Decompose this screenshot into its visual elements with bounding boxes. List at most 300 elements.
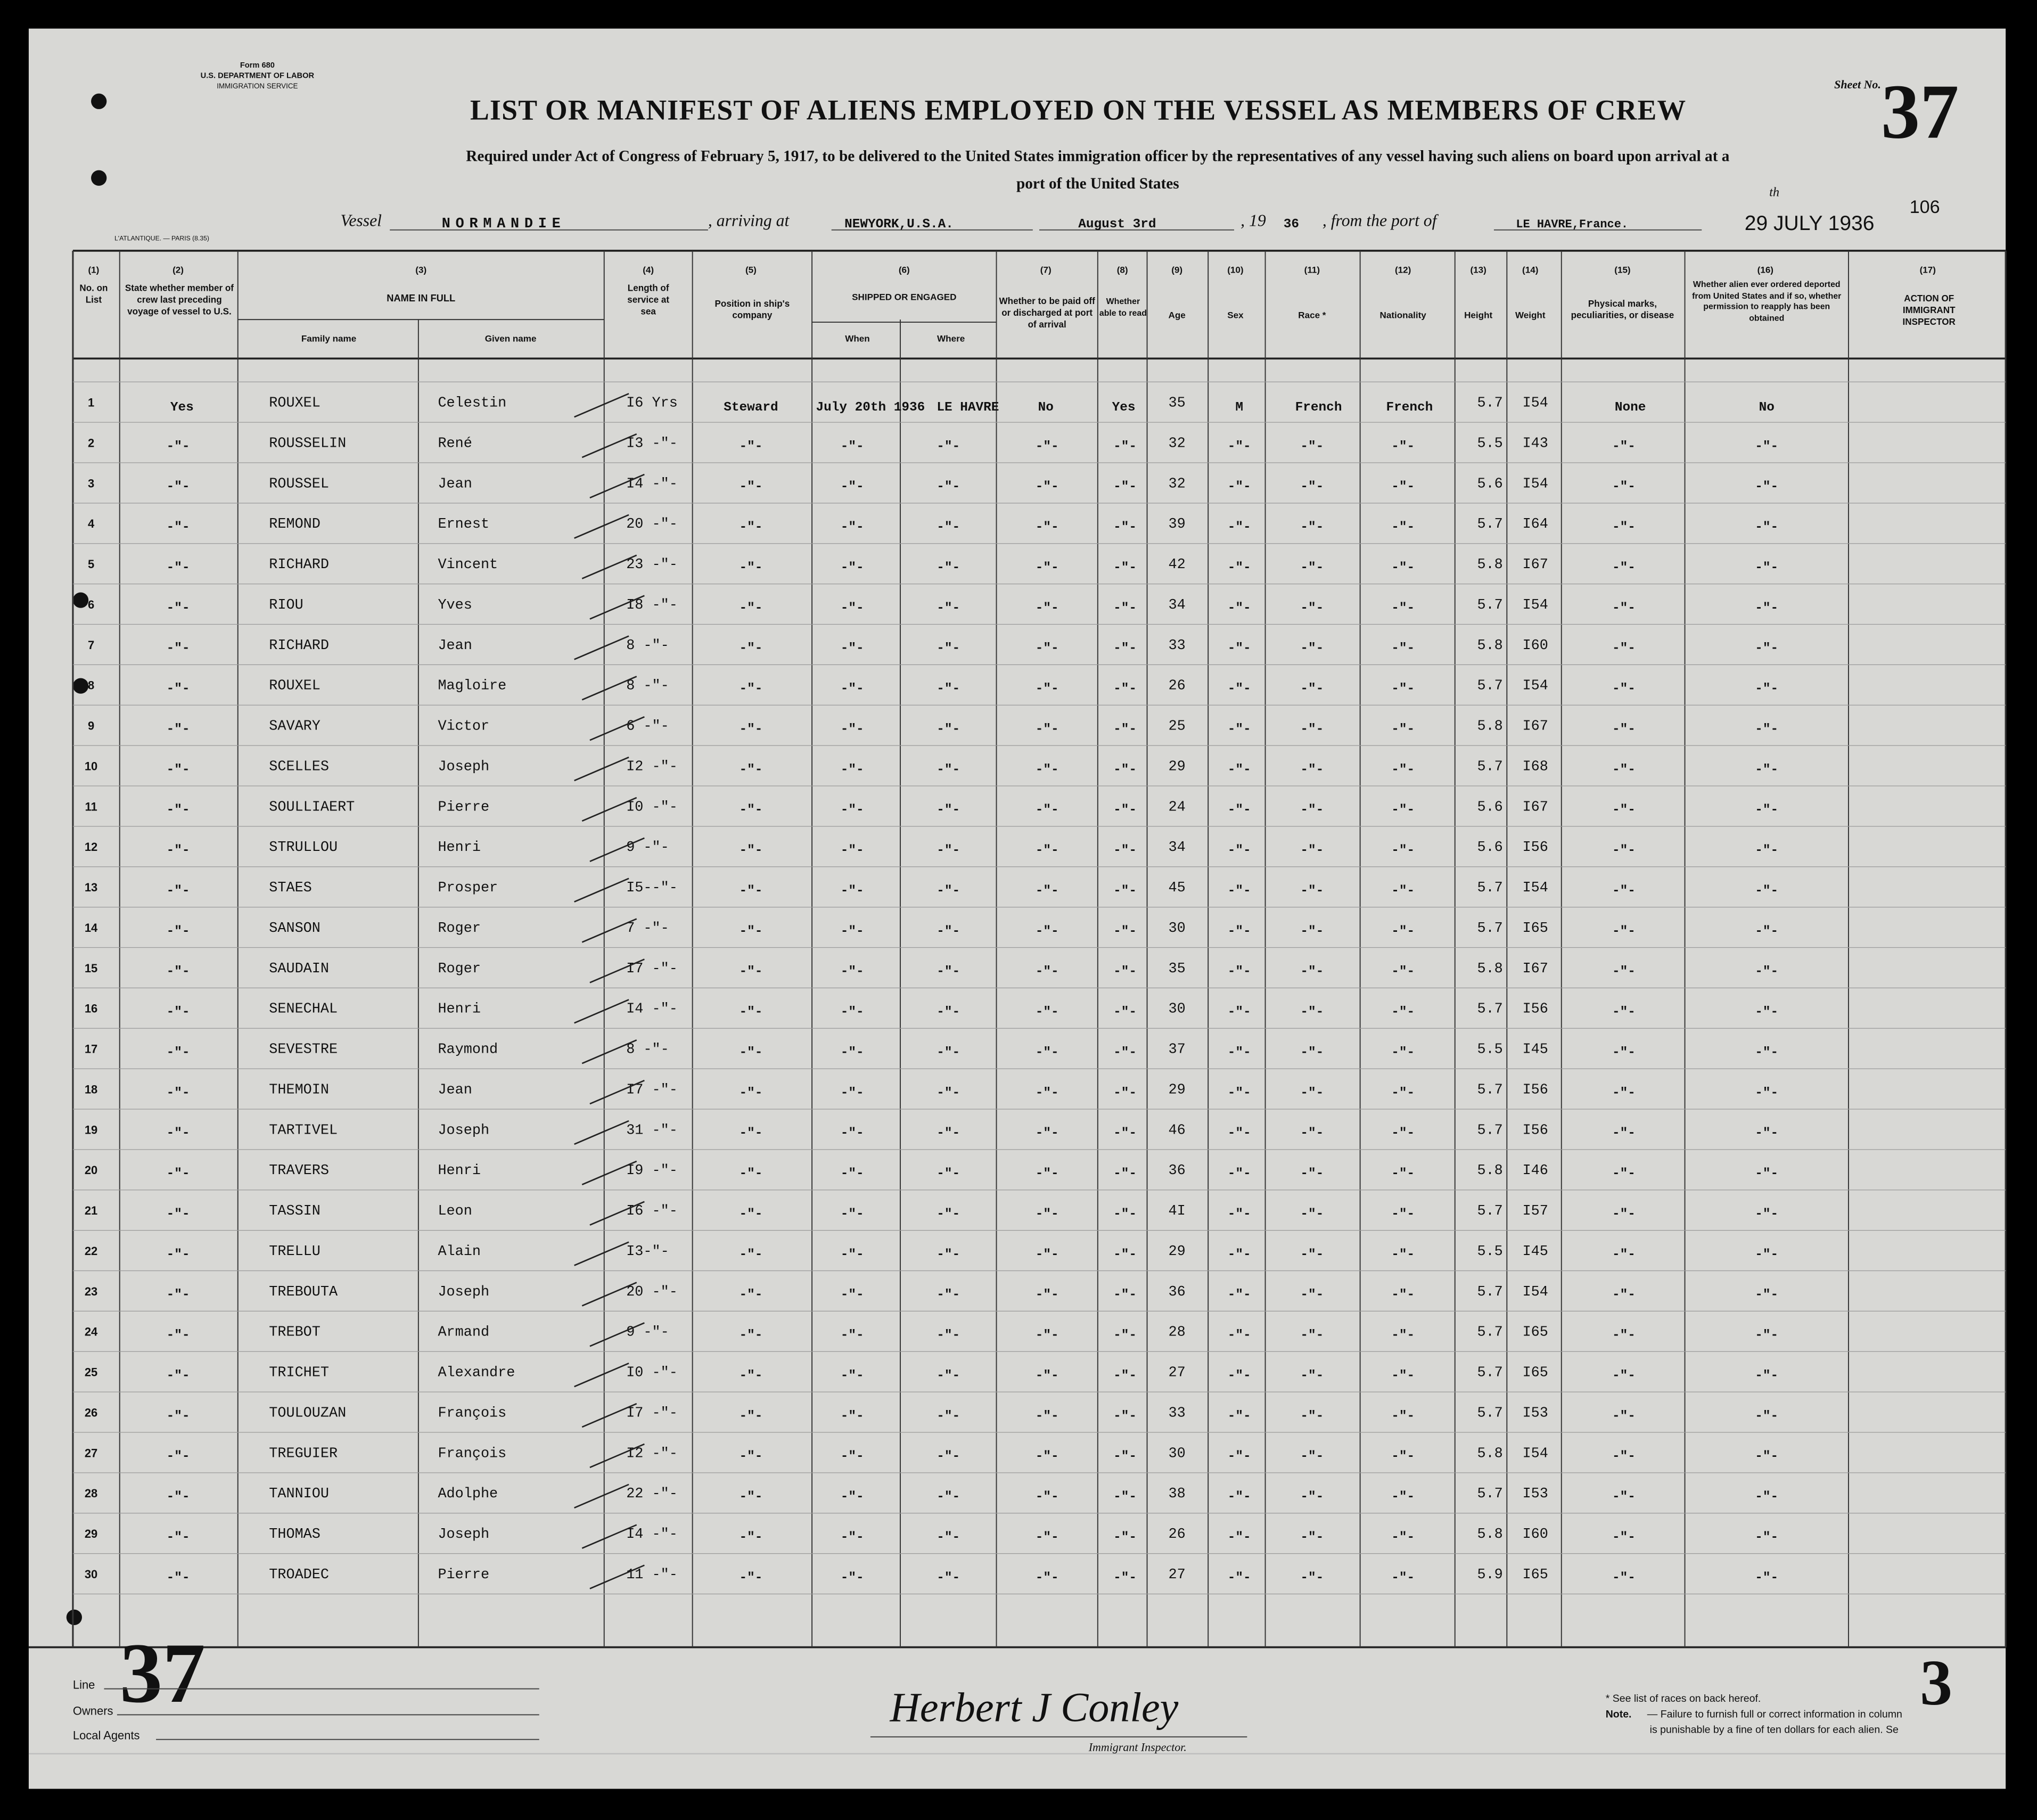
ditto-mark: -"- xyxy=(1612,763,1636,777)
weight: I67 xyxy=(1522,961,1548,977)
ditto-mark: -"- xyxy=(1113,1207,1137,1221)
given-name: Joseph xyxy=(438,1527,490,1543)
ditto-mark: -"- xyxy=(1612,1247,1636,1262)
ditto-mark: -"- xyxy=(1300,641,1324,656)
ditto-mark: -"- xyxy=(739,1005,763,1020)
length-of-service: I3 -"- xyxy=(626,436,678,452)
family-name: TROADEC xyxy=(269,1567,330,1583)
form-number: Form 680 xyxy=(240,61,275,70)
ditto-mark: -"- xyxy=(739,1328,763,1343)
ditto-mark: -"- xyxy=(1227,1288,1251,1302)
col12-num: (12) xyxy=(1394,265,1411,275)
ditto-mark: -"- xyxy=(1113,1045,1137,1060)
ditto-mark: -"- xyxy=(840,883,864,898)
ditto-mark: -"- xyxy=(1035,439,1059,454)
height: 5.7 xyxy=(1477,1001,1503,1018)
weight: I65 xyxy=(1522,920,1548,937)
col15-num: (15) xyxy=(1614,265,1631,275)
ditto-mark: -"- xyxy=(1612,641,1636,656)
ditto-mark: -"- xyxy=(1755,1005,1779,1020)
ditto-mark: -"- xyxy=(937,763,960,777)
age: 29 xyxy=(1168,1082,1186,1098)
ditto-mark: -"- xyxy=(1227,1126,1251,1141)
paid-off-no: No xyxy=(1038,400,1054,415)
weight: I65 xyxy=(1522,1365,1548,1381)
row-number: 29 xyxy=(84,1527,98,1541)
ditto-mark: -"- xyxy=(1227,1368,1251,1383)
col13-num: (13) xyxy=(1470,265,1486,275)
family-name: ROUXEL xyxy=(269,395,321,412)
ditto-mark: -"- xyxy=(1113,1409,1137,1424)
length-of-service: I0 -"- xyxy=(626,799,678,816)
weight: I54 xyxy=(1522,1284,1548,1300)
ditto-mark: -"- xyxy=(1035,1449,1059,1464)
age: 29 xyxy=(1168,759,1186,775)
ditto-mark: -"- xyxy=(1755,480,1779,495)
ditto-mark: -"- xyxy=(1755,682,1779,696)
ditto-mark: -"- xyxy=(1227,1045,1251,1060)
height: 5.7 xyxy=(1477,920,1503,937)
family-name: THOMAS xyxy=(269,1527,321,1543)
length-of-service: 9 -"- xyxy=(626,1324,669,1341)
ditto-mark: -"- xyxy=(1113,1328,1137,1343)
given-name: Magloire xyxy=(438,678,507,694)
ditto-mark: -"- xyxy=(1300,763,1324,777)
ditto-mark: -"- xyxy=(1755,763,1779,777)
weight: I60 xyxy=(1522,1527,1548,1543)
ditto-mark: -"- xyxy=(937,1490,960,1505)
weight: I54 xyxy=(1522,1446,1548,1462)
ditto-mark: -"- xyxy=(166,722,190,737)
ditto-mark: -"- xyxy=(1113,1368,1137,1383)
ditto-mark: -"- xyxy=(937,1288,960,1302)
ditto-mark: -"- xyxy=(1227,480,1251,495)
ditto-mark: -"- xyxy=(1227,601,1251,616)
ditto-mark: -"- xyxy=(840,1045,864,1060)
ditto-mark: -"- xyxy=(166,803,190,818)
form-title: LIST OR MANIFEST OF ALIENS EMPLOYED ON THE VESSEL AS MEMBERS OF CREW xyxy=(470,94,1687,126)
col7-label-box xyxy=(998,296,1096,348)
prev-voyage-yes: Yes xyxy=(170,400,194,415)
ditto-mark: -"- xyxy=(1391,1570,1415,1585)
ditto-mark: -"- xyxy=(739,480,763,495)
ditto-mark: -"- xyxy=(739,1530,763,1545)
height: 5.8 xyxy=(1477,1446,1503,1462)
ditto-mark: -"- xyxy=(840,1409,864,1424)
col5-num: (5) xyxy=(745,265,757,275)
ditto-mark: -"- xyxy=(166,1126,190,1141)
family-name: TREGUIER xyxy=(269,1446,338,1462)
ditto-mark: -"- xyxy=(937,1086,960,1101)
ditto-mark: -"- xyxy=(1391,1126,1415,1141)
note-line-2: is punishable by a fine of ten dollars for each alien. Se xyxy=(1649,1724,1899,1736)
ditto-mark: -"- xyxy=(1612,520,1636,535)
age: 30 xyxy=(1168,1446,1186,1462)
ditto-mark: -"- xyxy=(739,520,763,535)
ditto-mark: -"- xyxy=(937,924,960,939)
family-name: SAUDAIN xyxy=(269,961,330,977)
ditto-mark: -"- xyxy=(1391,520,1415,535)
ditto-mark: -"- xyxy=(1391,1490,1415,1505)
ditto-mark: -"- xyxy=(1391,1005,1415,1020)
ditto-mark: -"- xyxy=(739,1247,763,1262)
weight: I53 xyxy=(1522,1405,1548,1422)
ditto-mark: -"- xyxy=(1113,439,1137,454)
ditto-mark: -"- xyxy=(1612,964,1636,979)
col15-label: Physical marks, peculiarities, or disease xyxy=(1571,300,1674,321)
weight: I67 xyxy=(1522,718,1548,735)
col13-label: Height xyxy=(1464,310,1493,321)
age: 35 xyxy=(1168,395,1186,412)
ditto-mark: -"- xyxy=(166,1490,190,1505)
ditto-mark: -"- xyxy=(1113,641,1137,656)
weight: I54 xyxy=(1522,597,1548,613)
ditto-mark: -"- xyxy=(937,964,960,979)
length-of-service: I4 -"- xyxy=(626,1001,678,1018)
col2-label: State whether member of crew last preceding voyage of vessel to U.S. xyxy=(125,284,234,317)
col17-label: ACTION OF IMMIGRANT INSPECTOR xyxy=(1902,294,1956,327)
given-name: Yves xyxy=(438,597,472,613)
ditto-mark: -"- xyxy=(1612,1409,1636,1424)
ditto-mark: -"- xyxy=(1612,1490,1636,1505)
local-agents-label: Local Agents xyxy=(72,1728,140,1742)
col7-num: (7) xyxy=(1040,265,1052,275)
height: 5.7 xyxy=(1477,1405,1503,1422)
length-of-service: 23 -"- xyxy=(626,557,678,573)
ditto-mark: -"- xyxy=(1391,480,1415,495)
length-of-service: I7 -"- xyxy=(626,961,678,977)
ditto-mark: -"- xyxy=(937,883,960,898)
ditto-mark: -"- xyxy=(937,1570,960,1585)
weight: I65 xyxy=(1522,1567,1548,1583)
length-of-service: 8 -"- xyxy=(626,1042,669,1058)
length-of-service: 9 -"- xyxy=(626,840,669,856)
ditto-mark: -"- xyxy=(1391,1086,1415,1101)
ditto-mark: -"- xyxy=(1035,883,1059,898)
ditto-mark: -"- xyxy=(166,1570,190,1585)
ditto-mark: -"- xyxy=(166,1247,190,1262)
ditto-mark: -"- xyxy=(166,1045,190,1060)
height: 5.7 xyxy=(1477,678,1503,694)
row-number: 24 xyxy=(84,1325,98,1339)
ditto-mark: -"- xyxy=(937,1167,960,1182)
ditto-mark: -"- xyxy=(1391,763,1415,777)
ditto-mark: -"- xyxy=(1300,1207,1324,1221)
height: 5.7 xyxy=(1477,517,1503,533)
ditto-mark: -"- xyxy=(1391,1328,1415,1343)
ditto-mark: -"- xyxy=(937,803,960,818)
col4-label: Length of service at sea xyxy=(627,284,670,317)
row-number: 2 xyxy=(87,436,95,450)
col6-when: When xyxy=(845,333,870,344)
height: 5.8 xyxy=(1477,1527,1503,1543)
ditto-mark: -"- xyxy=(1035,1045,1059,1060)
ditto-mark: -"- xyxy=(166,520,190,535)
ditto-mark: -"- xyxy=(739,1207,763,1221)
given-name: Henri xyxy=(438,1001,481,1018)
ditto-mark: -"- xyxy=(1300,803,1324,818)
length-of-service: 8 -"- xyxy=(626,678,669,694)
footer-big-number-left: 37 xyxy=(119,1625,206,1720)
ditto-mark: -"- xyxy=(739,722,763,737)
ditto-mark: -"- xyxy=(1391,560,1415,575)
ditto-mark: -"- xyxy=(1300,1490,1324,1505)
ditto-mark: -"- xyxy=(1113,1005,1137,1020)
ditto-mark: -"- xyxy=(937,682,960,696)
ditto-mark: -"- xyxy=(840,964,864,979)
family-name: TASSIN xyxy=(269,1203,321,1220)
weight: I54 xyxy=(1522,476,1548,493)
length-of-service: 20 -"- xyxy=(626,517,678,533)
ditto-mark: -"- xyxy=(1113,843,1137,858)
ditto-mark: -"- xyxy=(1035,1328,1059,1343)
row-number: 5 xyxy=(87,558,95,571)
height: 5.8 xyxy=(1477,637,1503,654)
ditto-mark: -"- xyxy=(1035,964,1059,979)
ditto-mark: -"- xyxy=(1391,1449,1415,1464)
weight: I60 xyxy=(1522,637,1548,654)
height: 5.7 xyxy=(1477,1284,1503,1300)
ditto-mark: -"- xyxy=(1391,641,1415,656)
col9-num: (9) xyxy=(1171,265,1183,275)
ditto-mark: -"- xyxy=(937,439,960,454)
length-of-service: I4 -"- xyxy=(626,476,678,493)
col7-label: Whether to be paid off or discharged at port of arrival xyxy=(999,297,1095,330)
weight: I65 xyxy=(1522,1324,1548,1341)
given-name: Prosper xyxy=(438,880,498,897)
ditto-mark: -"- xyxy=(739,1570,763,1585)
ditto-mark: -"- xyxy=(166,1005,190,1020)
length-of-service: 7 -"- xyxy=(626,920,669,937)
footer-big-number-right: 3 xyxy=(1920,1646,1953,1719)
ditto-mark: -"- xyxy=(1227,682,1251,696)
ditto-mark: -"- xyxy=(1113,682,1137,696)
ditto-mark: -"- xyxy=(840,722,864,737)
ditto-mark: -"- xyxy=(1035,1288,1059,1302)
family-name: TANNIOU xyxy=(269,1486,330,1503)
ditto-mark: -"- xyxy=(166,560,190,575)
ditto-mark: -"- xyxy=(1300,560,1324,575)
ditto-mark: -"- xyxy=(1035,520,1059,535)
col6-where: Where xyxy=(937,333,965,344)
family-name: SCELLES xyxy=(269,759,330,775)
family-name: SOULLIAERT xyxy=(269,799,355,816)
ditto-mark: -"- xyxy=(937,520,960,535)
ditto-mark: -"- xyxy=(1113,1126,1137,1141)
ditto-mark: -"- xyxy=(1035,1207,1059,1221)
row-number: 20 xyxy=(84,1163,98,1177)
ditto-mark: -"- xyxy=(937,1005,960,1020)
length-of-service: I3-"- xyxy=(626,1243,669,1260)
ditto-mark: -"- xyxy=(1300,682,1324,696)
given-name: Joseph xyxy=(438,1284,490,1300)
ditto-mark: -"- xyxy=(1227,1005,1251,1020)
ditto-mark: -"- xyxy=(166,883,190,898)
weight: I45 xyxy=(1522,1042,1548,1058)
ditto-mark: -"- xyxy=(739,641,763,656)
note-line-1: — Failure to furnish full or correct information in column xyxy=(1647,1708,1902,1720)
weight: I56 xyxy=(1522,840,1548,856)
weight: I67 xyxy=(1522,799,1548,816)
ditto-mark: -"- xyxy=(1612,924,1636,939)
ditto-mark: -"- xyxy=(1035,722,1059,737)
family-name: STAES xyxy=(269,880,312,897)
ditto-mark: -"- xyxy=(1391,439,1415,454)
given-name: Adolphe xyxy=(438,1486,498,1503)
ditto-mark: -"- xyxy=(1612,601,1636,616)
row-number: 10 xyxy=(84,759,98,773)
age: 33 xyxy=(1168,1405,1186,1422)
age: 35 xyxy=(1168,961,1186,977)
ditto-mark: -"- xyxy=(937,480,960,495)
row-number: 22 xyxy=(84,1244,98,1258)
length-of-service: 31 -"- xyxy=(626,1122,678,1139)
ditto-mark: -"- xyxy=(1227,883,1251,898)
ditto-mark: -"- xyxy=(840,1328,864,1343)
ditto-mark: -"- xyxy=(1612,1167,1636,1182)
ditto-mark: -"- xyxy=(1113,924,1137,939)
given-name: Victor xyxy=(438,718,490,735)
ditto-mark: -"- xyxy=(739,1490,763,1505)
ditto-mark: -"- xyxy=(1755,1045,1779,1060)
ditto-mark: -"- xyxy=(166,682,190,696)
ditto-mark: -"- xyxy=(1035,1167,1059,1182)
ditto-mark: -"- xyxy=(166,1167,190,1182)
weight: I64 xyxy=(1522,517,1548,533)
ditto-mark: -"- xyxy=(1113,1288,1137,1302)
ditto-mark: -"- xyxy=(1113,520,1137,535)
ditto-mark: -"- xyxy=(840,1005,864,1020)
ditto-mark: -"- xyxy=(937,1045,960,1060)
col3-family: Family name xyxy=(301,333,357,344)
from-label: , from the port of xyxy=(1322,211,1437,230)
ditto-mark: -"- xyxy=(1113,1530,1137,1545)
ditto-mark: -"- xyxy=(1300,1570,1324,1585)
age: 42 xyxy=(1168,557,1186,573)
family-name: REMOND xyxy=(269,517,321,533)
col14-num: (14) xyxy=(1522,265,1539,275)
ditto-mark: -"- xyxy=(739,964,763,979)
col10-label: Sex xyxy=(1227,310,1244,321)
ditto-mark: -"- xyxy=(1755,1288,1779,1302)
row-number: 28 xyxy=(84,1487,98,1501)
weight: I68 xyxy=(1522,759,1548,775)
ditto-mark: -"- xyxy=(937,1409,960,1424)
ditto-mark: -"- xyxy=(739,1368,763,1383)
ditto-mark: -"- xyxy=(840,1167,864,1182)
ditto-mark: -"- xyxy=(840,520,864,535)
race-french: French xyxy=(1295,400,1342,415)
ditto-mark: -"- xyxy=(840,924,864,939)
ditto-mark: -"- xyxy=(166,1368,190,1383)
age: 46 xyxy=(1168,1122,1186,1139)
weight: I54 xyxy=(1522,880,1548,897)
age: 30 xyxy=(1168,920,1186,937)
given-name: Jean xyxy=(438,1082,472,1098)
ditto-mark: -"- xyxy=(840,1126,864,1141)
ditto-mark: -"- xyxy=(1035,1490,1059,1505)
ditto-mark: -"- xyxy=(840,1207,864,1221)
height: 5.7 xyxy=(1477,1486,1503,1503)
ditto-mark: -"- xyxy=(937,560,960,575)
ditto-mark: -"- xyxy=(1227,1570,1251,1585)
ditto-mark: -"- xyxy=(1391,601,1415,616)
ditto-mark: -"- xyxy=(1300,924,1324,939)
ditto-mark: -"- xyxy=(1391,1409,1415,1424)
age: 24 xyxy=(1168,799,1186,816)
age: 30 xyxy=(1168,1001,1186,1018)
ditto-mark: -"- xyxy=(1755,601,1779,616)
family-name: THEMOIN xyxy=(269,1082,330,1098)
ditto-mark: -"- xyxy=(739,763,763,777)
ditto-mark: -"- xyxy=(166,480,190,495)
ditto-mark: -"- xyxy=(1755,1167,1779,1182)
sheet-label: Sheet No. xyxy=(1834,77,1881,91)
ditto-mark: -"- xyxy=(1300,480,1324,495)
ditto-mark: -"- xyxy=(166,843,190,858)
length-of-service: I8 -"- xyxy=(626,597,678,613)
ditto-mark: -"- xyxy=(1113,601,1137,616)
owners-label: Owners xyxy=(72,1704,113,1718)
ditto-mark: -"- xyxy=(840,480,864,495)
col8-num: (8) xyxy=(1116,265,1128,275)
ditto-mark: -"- xyxy=(1227,1409,1251,1424)
length-of-service: I9 -"- xyxy=(626,1163,678,1179)
age: 37 xyxy=(1168,1042,1186,1058)
given-name: Alain xyxy=(438,1243,481,1260)
ditto-mark: -"- xyxy=(1612,439,1636,454)
ditto-mark: -"- xyxy=(1035,1126,1059,1141)
age: 4I xyxy=(1168,1203,1186,1220)
age: 34 xyxy=(1168,840,1186,856)
ditto-mark: -"- xyxy=(166,1288,190,1302)
length-of-service: I0 -"- xyxy=(626,1365,678,1381)
ditto-mark: -"- xyxy=(1035,560,1059,575)
ditto-mark: -"- xyxy=(1755,964,1779,979)
age: 27 xyxy=(1168,1567,1186,1583)
ditto-mark: -"- xyxy=(1035,1005,1059,1020)
col1-label: No. on List xyxy=(79,284,108,306)
age: 25 xyxy=(1168,718,1186,735)
ditto-mark: -"- xyxy=(1035,601,1059,616)
family-name: RICHARD xyxy=(269,557,330,573)
ditto-mark: -"- xyxy=(1227,641,1251,656)
service: IMMIGRATION SERVICE xyxy=(217,81,298,90)
arriving-port: NEWYORK,U.S.A. xyxy=(844,217,954,232)
ditto-mark: -"- xyxy=(1300,883,1324,898)
col16-label-box xyxy=(1689,281,1845,354)
sheet-number: 37 xyxy=(1880,68,1959,155)
col2-num: (2) xyxy=(173,265,184,275)
given-name: Leon xyxy=(438,1203,472,1220)
given-name: Roger xyxy=(438,920,481,937)
col16-num: (16) xyxy=(1757,265,1773,275)
col3-given: Given name xyxy=(484,333,537,344)
row-number: 27 xyxy=(84,1446,98,1460)
given-name: Joseph xyxy=(438,759,490,775)
col16-label: Whether alien ever ordered deported from United States and if so, whether permission to reapply has been obtained xyxy=(1692,280,1842,323)
col15-label-box xyxy=(1563,299,1682,346)
col3-num: (3) xyxy=(415,265,427,275)
ditto-mark: -"- xyxy=(1227,964,1251,979)
age: 36 xyxy=(1168,1163,1186,1179)
ditto-mark: -"- xyxy=(1227,560,1251,575)
ditto-mark: -"- xyxy=(1755,722,1779,737)
row-number: 16 xyxy=(84,1002,98,1015)
row-number: 21 xyxy=(84,1204,98,1218)
length-of-service: 8 -"- xyxy=(626,637,669,654)
col14-label: Weight xyxy=(1515,310,1546,321)
